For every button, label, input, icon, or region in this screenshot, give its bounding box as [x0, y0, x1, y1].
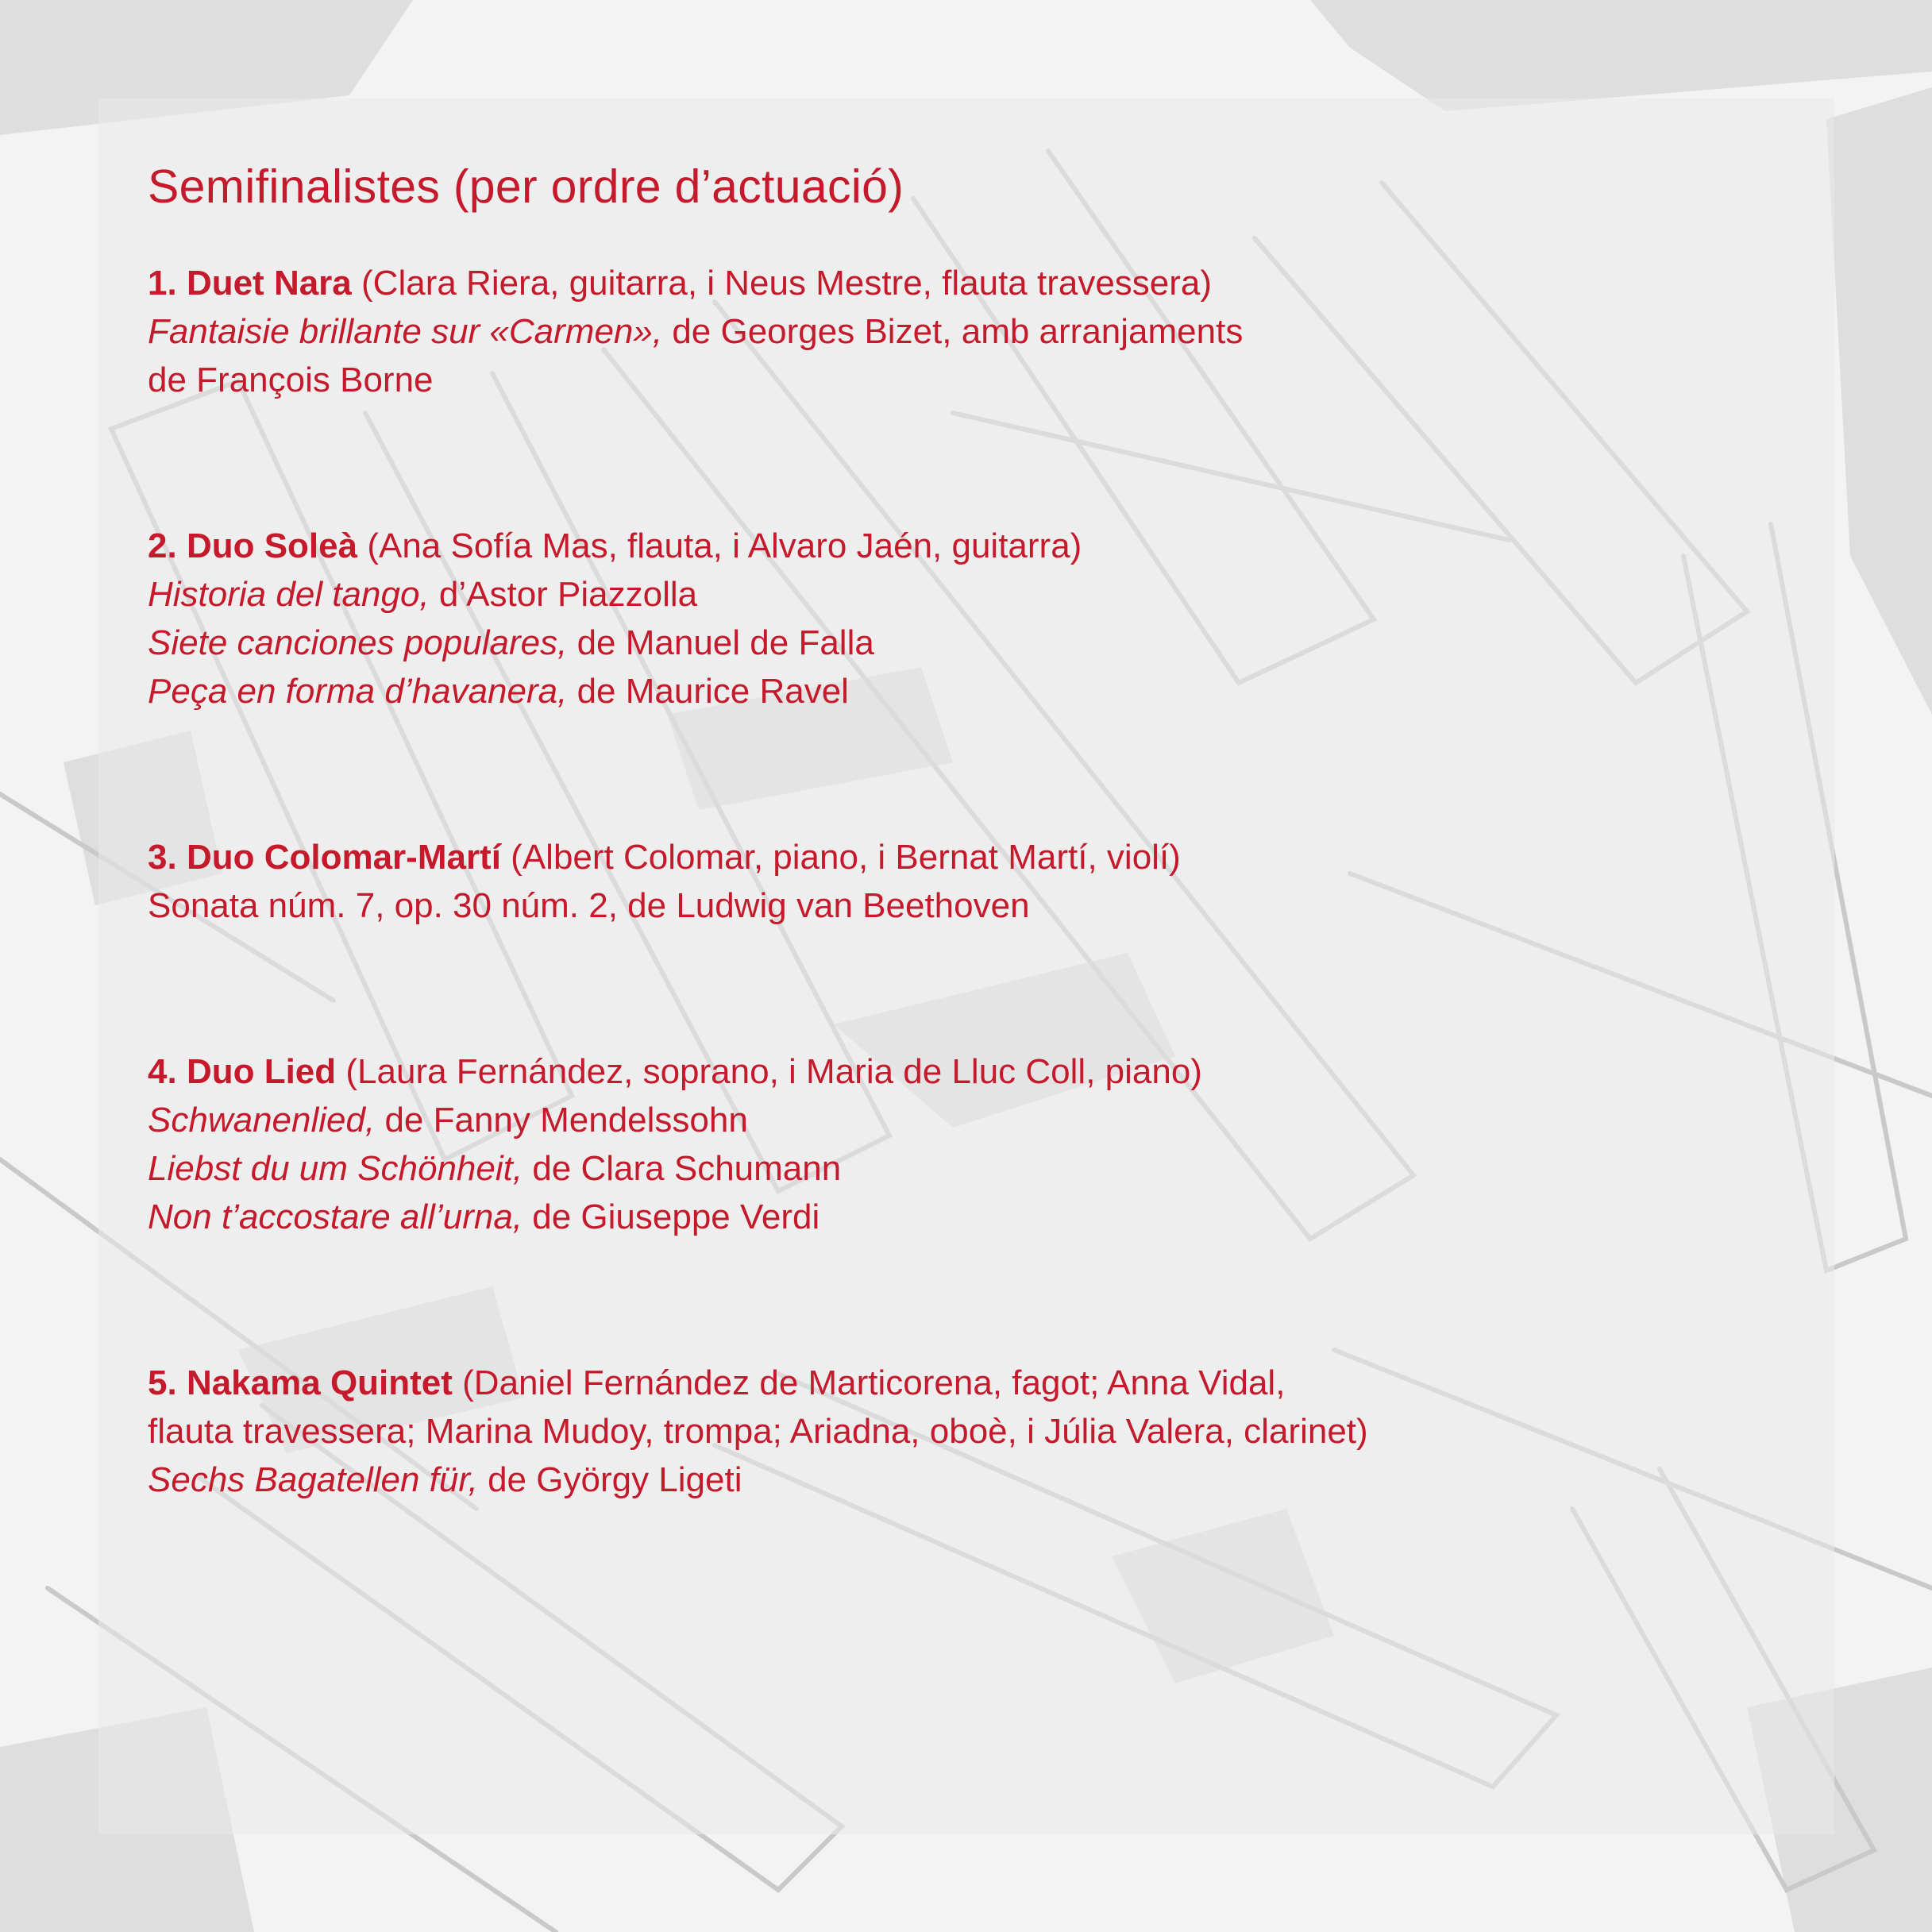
ensemble-members-continued: flauta travessera; Marina Mudoy, trompa; Ariadna, oboè, i Júlia Valera, clarinet): [148, 1412, 1368, 1451]
work-line: [148, 1096, 1776, 1144]
work-line: [148, 356, 1776, 404]
work-line: [148, 667, 1776, 715]
list-item: [148, 833, 1776, 930]
work-title: Liebst du um Schönheit,: [148, 1149, 523, 1188]
work-title: Siete canciones populares,: [148, 623, 568, 662]
entry-heading: [148, 1359, 1776, 1407]
entry-heading: [148, 259, 1776, 307]
work-composer: de François Borne: [148, 361, 434, 399]
work-title: Sechs Bagatellen für,: [148, 1460, 478, 1499]
page-title: Semifinalistes (per ordre d’actuació): [148, 160, 904, 213]
entry-number: 2.: [148, 526, 177, 565]
work-line: [148, 1193, 1776, 1241]
work-composer: Sonata núm. 7, op. 30 núm. 2, de Ludwig van Beethoven: [148, 886, 1030, 925]
ensemble-name: Duo Lied: [186, 1052, 337, 1091]
work-composer: de Giuseppe Verdi: [532, 1197, 820, 1236]
work-title: Non t’accostare all’urna,: [148, 1197, 523, 1236]
entry-number: 3.: [148, 838, 177, 877]
entry-heading: [148, 522, 1776, 570]
entry-number: 5.: [148, 1363, 177, 1402]
work-line: [148, 1456, 1776, 1504]
work-composer: de Clara Schumann: [532, 1149, 842, 1188]
list-item: [148, 1047, 1776, 1241]
ensemble-members: (Ana Sofía Mas, flauta, i Alvaro Jaén, guitarra): [367, 526, 1082, 565]
work-line: [148, 570, 1776, 619]
work-line: [148, 619, 1776, 667]
work-composer: de Maurice Ravel: [577, 672, 849, 711]
list-item: [148, 1359, 1776, 1504]
work-title: Peça en forma d’havanera,: [148, 672, 568, 711]
ensemble-name: Duo Colomar-Martí: [186, 838, 501, 877]
work-title: Schwanenlied,: [148, 1101, 376, 1140]
work-composer: de Fanny Mendelssohn: [384, 1101, 748, 1140]
entry-heading: [148, 833, 1776, 881]
work-title: Fantaisie brillante sur «Carmen»,: [148, 312, 663, 351]
work-composer: de Georges Bizet, amb arranjaments: [672, 312, 1244, 351]
entry-number: 4.: [148, 1052, 177, 1091]
work-line: [148, 881, 1776, 930]
ensemble-name: Nakama Quintet: [186, 1363, 453, 1402]
ensemble-members: (Daniel Fernández de Marticorena, fagot; Anna Vidal,: [462, 1363, 1286, 1402]
work-line: [148, 307, 1776, 356]
entry-heading: [148, 1047, 1776, 1096]
work-composer: d’Astor Piazzolla: [438, 575, 698, 614]
work-composer: de György Ligeti: [488, 1460, 742, 1499]
ensemble-members: (Albert Colomar, piano, i Bernat Martí, violí): [511, 838, 1181, 877]
entry-number: 1.: [148, 264, 177, 303]
ensemble-members: (Laura Fernández, soprano, i Maria de Lluc Coll, piano): [345, 1052, 1202, 1091]
list-item: [148, 522, 1776, 715]
list-item: [148, 259, 1776, 404]
ensemble-name: Duet Nara: [186, 264, 352, 303]
work-line: [148, 1144, 1776, 1193]
ensemble-members: (Clara Riera, guitarra, i Neus Mestre, flauta travessera): [361, 264, 1213, 303]
work-composer: de Manuel de Falla: [577, 623, 874, 662]
semifinalists-list: [148, 159, 1776, 1504]
work-title: Historia del tango,: [148, 575, 430, 614]
ensemble-name: Duo Soleà: [186, 526, 358, 565]
